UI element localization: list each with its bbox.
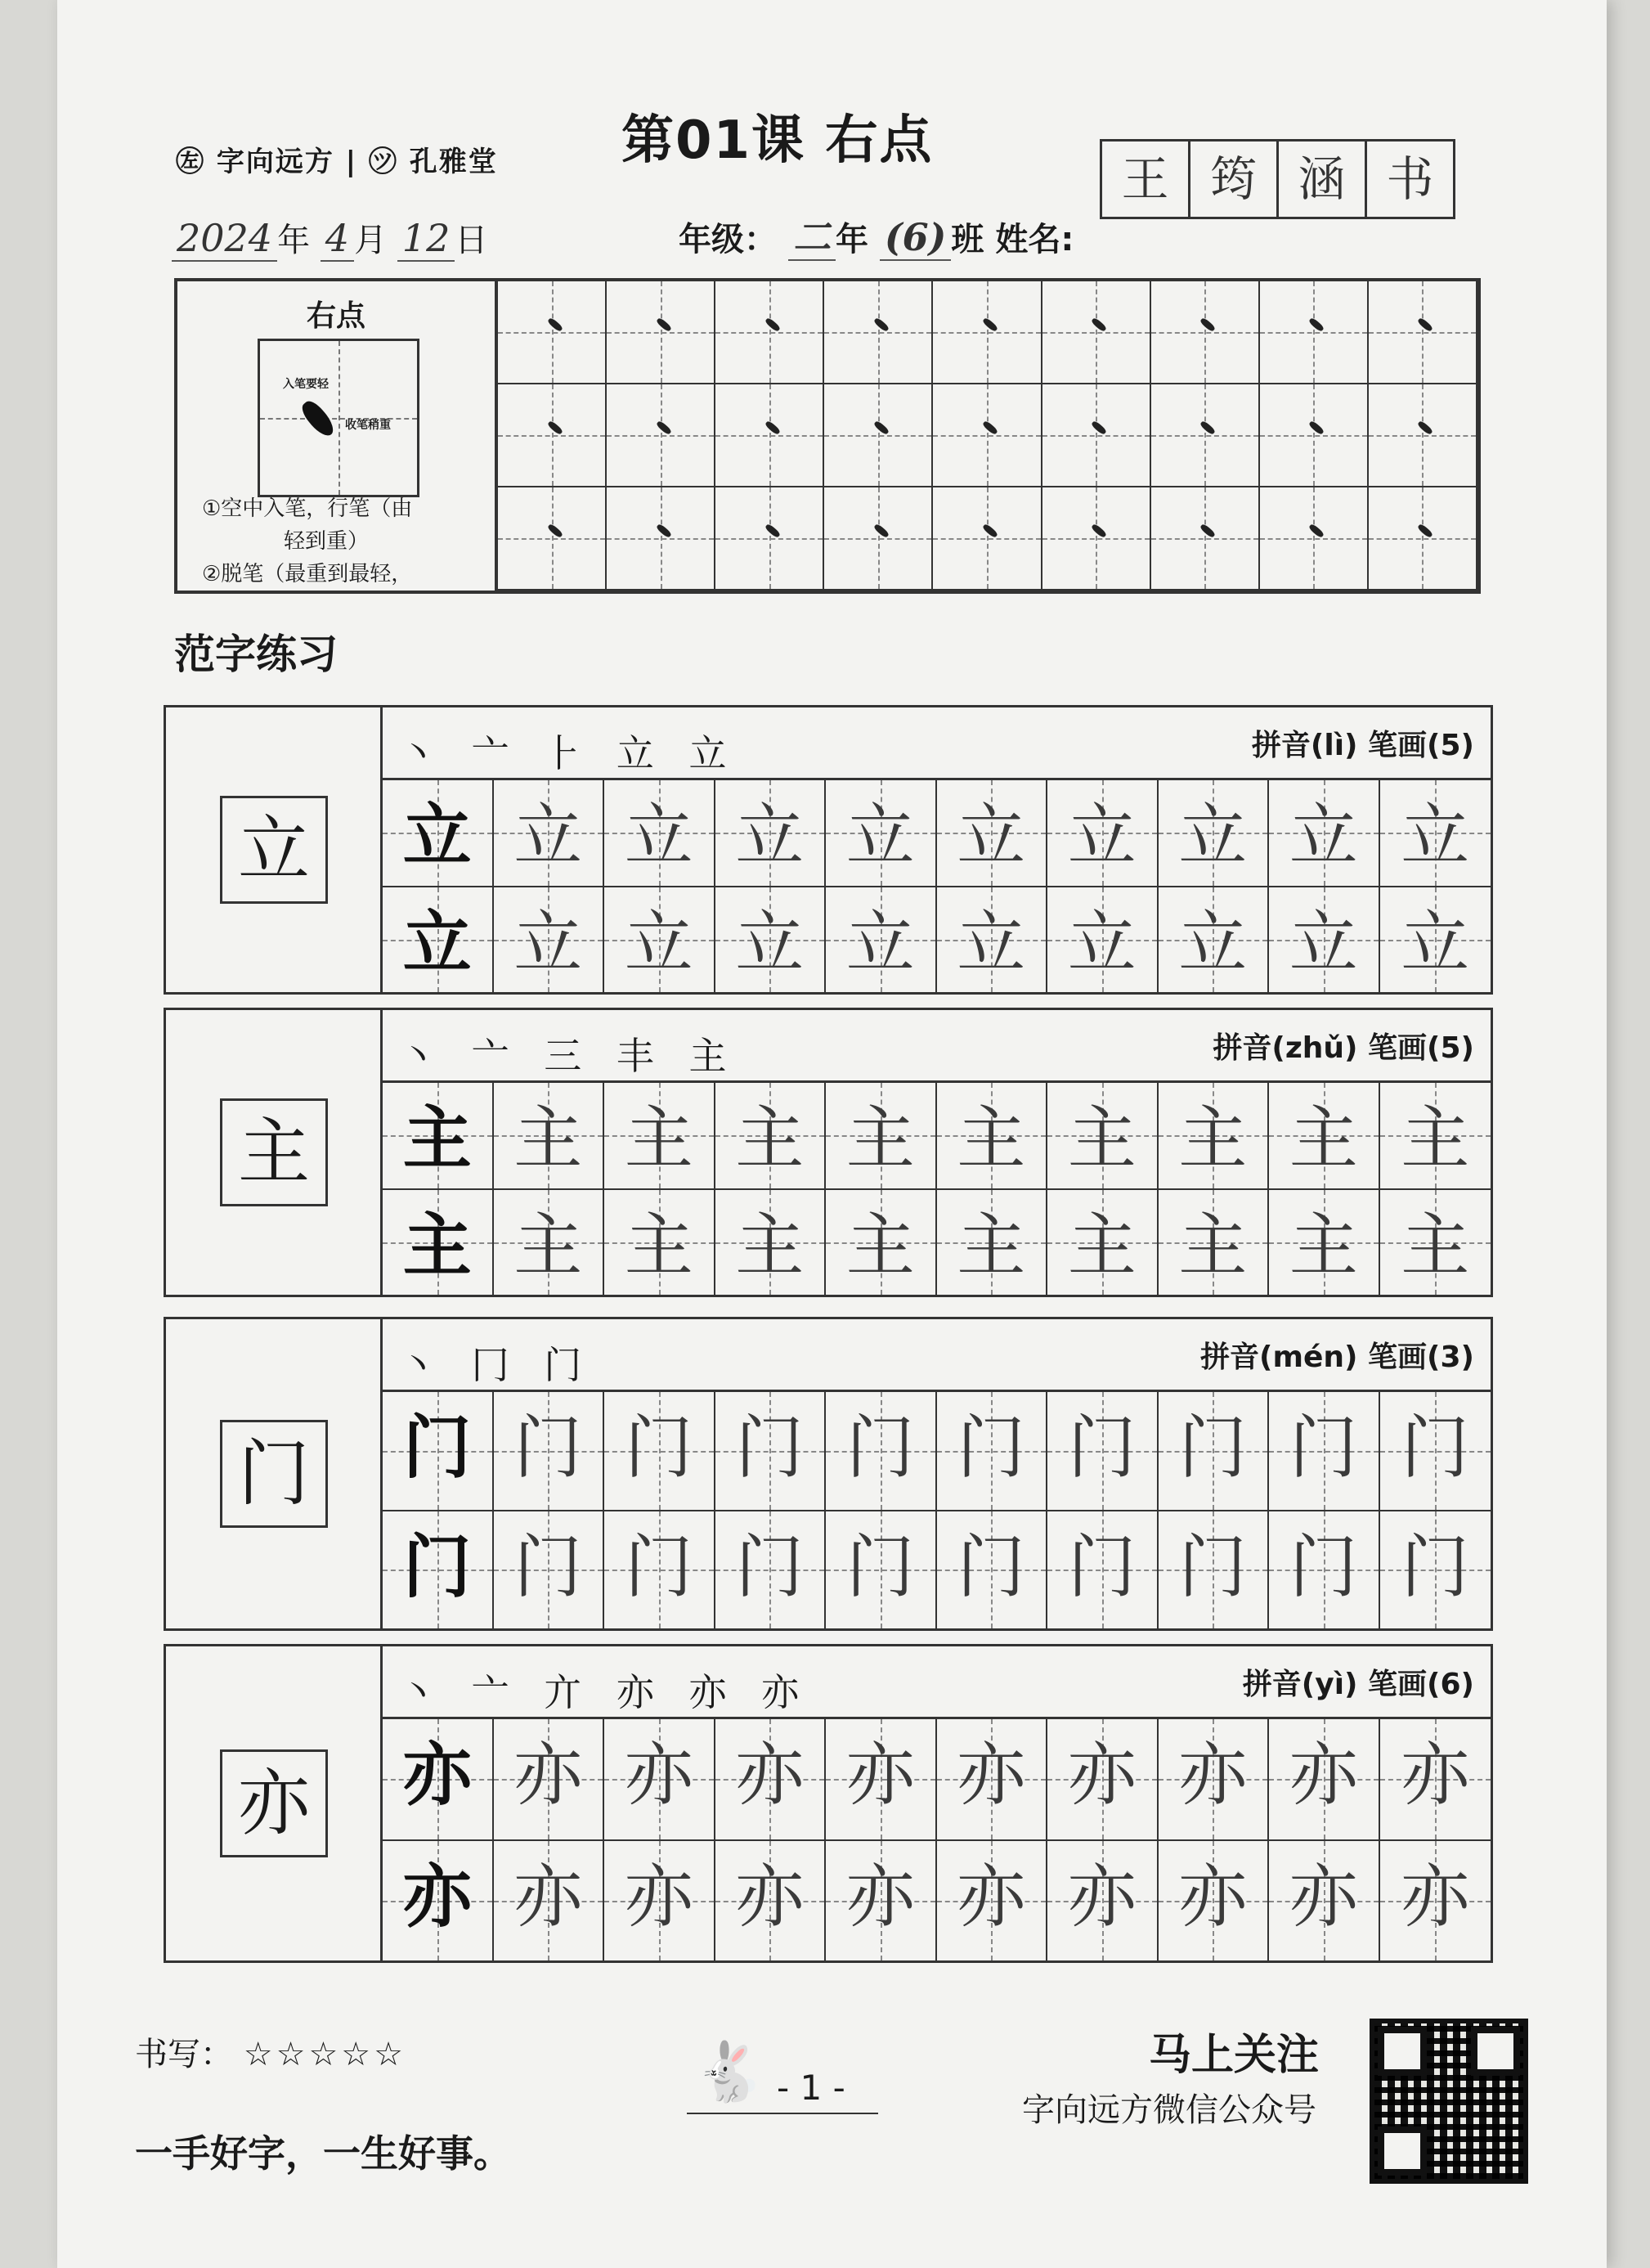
dot-stroke-icon (1308, 523, 1325, 539)
practice-cell[interactable] (604, 1511, 715, 1629)
practice-character: 主 (624, 1205, 693, 1286)
dot-stroke-icon (1199, 420, 1216, 436)
class-row (679, 208, 1074, 262)
practice-cell[interactable] (494, 1083, 605, 1190)
practice-character: 门 (624, 1526, 693, 1607)
dot-stroke-icon (546, 317, 563, 333)
dot-stroke-icon (982, 317, 998, 333)
practice-character: 主 (735, 1098, 805, 1179)
practice-character: 门 (845, 1526, 915, 1607)
practice-cell[interactable] (715, 887, 827, 993)
class-value: (6) (880, 215, 952, 261)
grade-unit: 年 (835, 221, 868, 258)
dot-stroke-icon (1308, 317, 1325, 333)
lesson-title: 第01课 右点 (621, 110, 934, 171)
pinyin-strokes: 拼音(mén) 笔画(3) (1200, 1341, 1474, 1374)
practice-cell[interactable] (715, 1511, 827, 1629)
stroke-grid-cell (1369, 384, 1477, 487)
practice-cell[interactable] (715, 1190, 827, 1296)
practice-character: 亦 (624, 1856, 693, 1937)
practice-character: 主 (624, 1098, 693, 1179)
stroke-grid-cell (1151, 281, 1260, 384)
practice-character: 门 (1401, 1408, 1470, 1488)
practice-cell[interactable] (1380, 1719, 1491, 1841)
practice-cell[interactable] (1159, 1719, 1270, 1841)
practice-character: 亦 (957, 1856, 1026, 1937)
practice-cell[interactable] (604, 1392, 715, 1511)
practice-cell[interactable] (383, 1511, 494, 1629)
practice-character: 主 (1289, 1098, 1358, 1179)
practice-character: 主 (1178, 1098, 1248, 1179)
dot-stroke-icon (655, 317, 671, 333)
practice-cell[interactable] (937, 1511, 1048, 1629)
dot-stroke-icon (546, 420, 563, 436)
practice-character: 主 (513, 1205, 583, 1286)
practice-cell[interactable] (1269, 1841, 1380, 1961)
dot-stroke-icon (1308, 420, 1325, 436)
practice-character: 立 (1178, 902, 1248, 983)
practice-character: 门 (1178, 1408, 1248, 1488)
practice-cell[interactable] (937, 1083, 1048, 1190)
stroke-practice-panel (174, 278, 1481, 594)
practice-cell[interactable] (1380, 780, 1491, 887)
stroke-grid-cell (1260, 281, 1369, 384)
practice-character: 立 (624, 902, 693, 983)
practice-cell[interactable] (604, 1083, 715, 1190)
practice-cell[interactable] (1380, 1190, 1491, 1296)
practice-cell[interactable] (383, 1841, 494, 1961)
dot-stroke-icon (1417, 420, 1433, 436)
practice-cell[interactable] (826, 1719, 937, 1841)
practice-cell[interactable] (1269, 1511, 1380, 1629)
dot-stroke-icon (1199, 523, 1216, 539)
page-number: - 1 - (687, 2068, 878, 2114)
month-unit: 月 (354, 222, 388, 259)
practice-cell[interactable] (937, 1392, 1048, 1511)
practice-character: 亦 (513, 1856, 583, 1937)
year-value: 2024 (172, 216, 277, 262)
practice-cell[interactable] (383, 1083, 494, 1190)
stroke-grid (498, 281, 1477, 591)
stroke-grid-cell (607, 384, 715, 487)
practice-character: 主 (402, 1098, 472, 1179)
practice-cell[interactable] (715, 1083, 827, 1190)
model-character: 立 (220, 796, 328, 904)
practice-cell[interactable] (383, 1392, 494, 1511)
practice-cell[interactable] (1269, 1719, 1380, 1841)
practice-cell[interactable] (715, 1841, 827, 1961)
practice-cell[interactable] (1380, 887, 1491, 993)
practice-cell[interactable] (383, 1190, 494, 1296)
rating-stars[interactable]: ☆☆☆☆☆ (243, 2036, 407, 2073)
follow-text: 马上关注 (1149, 2031, 1320, 2080)
practice-cell[interactable] (1269, 1083, 1380, 1190)
practice-character: 亦 (1178, 1735, 1248, 1815)
practice-cell[interactable] (1269, 887, 1380, 993)
dot-stroke-icon (655, 420, 671, 436)
practice-character: 亦 (1178, 1856, 1248, 1937)
practice-grid (383, 1392, 1491, 1628)
stroke-note-1b: 轻到重） (284, 529, 370, 554)
model-column (166, 1319, 383, 1628)
practice-cell[interactable] (604, 887, 715, 993)
stroke-grid-cell (607, 281, 715, 384)
stroke-grid-cell (1369, 487, 1477, 591)
dot-stroke-icon (764, 420, 781, 436)
dot-stroke-icon (1091, 420, 1107, 436)
practice-character: 亦 (402, 1855, 472, 1937)
section-title: 范字练习 (174, 631, 338, 678)
dot-stroke-icon (1091, 523, 1107, 539)
practice-cell[interactable] (826, 1083, 937, 1190)
practice-character: 门 (1178, 1526, 1248, 1607)
dot-stroke-icon (764, 317, 781, 333)
practice-cell[interactable] (1047, 1841, 1159, 1961)
practice-character: 立 (402, 795, 472, 876)
practice-character: 亦 (1401, 1735, 1470, 1815)
practice-character: 亦 (735, 1735, 805, 1815)
year-unit: 年 (277, 222, 311, 259)
practice-character: 门 (513, 1526, 583, 1607)
practice-cell[interactable] (937, 1719, 1048, 1841)
day-unit: 日 (455, 222, 488, 259)
stroke-order: 丶 亠 亣 亦 亦 亦 (399, 1670, 811, 1714)
practice-character: 主 (1178, 1205, 1248, 1286)
practice-cell[interactable] (1047, 887, 1159, 993)
practice-cell[interactable] (937, 780, 1048, 887)
practice-character: 门 (845, 1408, 915, 1488)
practice-character: 门 (624, 1408, 693, 1488)
day-value: 12 (397, 216, 455, 262)
practice-character: 门 (402, 1407, 472, 1488)
stroke-grid-cell (1042, 384, 1151, 487)
stroke-order: 丶 亠 ⺊ 立 立 (399, 731, 738, 775)
practice-character: 主 (1401, 1098, 1470, 1179)
practice-cell[interactable] (1159, 1511, 1270, 1629)
class-unit: 班 (951, 221, 984, 258)
pinyin-strokes: 拼音(lì) 笔画(5) (1251, 729, 1474, 762)
motto: 一手好字，一生好事。 (135, 2131, 511, 2176)
practice-character: 门 (402, 1525, 472, 1607)
practice-cell[interactable] (826, 1190, 937, 1296)
practice-character: 主 (1289, 1205, 1358, 1286)
dot-stroke-icon (1417, 523, 1433, 539)
practice-cell[interactable] (1380, 1083, 1491, 1190)
practice-cell[interactable] (1159, 780, 1270, 887)
dot-stroke-icon (546, 523, 563, 539)
practice-character: 立 (1401, 902, 1470, 983)
practice-character: 亦 (1289, 1856, 1358, 1937)
practice-cell[interactable] (604, 1719, 715, 1841)
dot-stroke-icon (1199, 317, 1216, 333)
stroke-grid-cell (824, 487, 933, 591)
dot-stroke-icon (1091, 317, 1107, 333)
dot-stroke-icon (764, 523, 781, 539)
practice-character: 立 (513, 796, 583, 876)
end-label: 收笔稍重 (345, 419, 391, 432)
stroke-grid-cell (933, 487, 1042, 591)
grade-label: 年级： (679, 221, 777, 258)
practice-character: 主 (845, 1205, 915, 1286)
practice-cell[interactable] (604, 1190, 715, 1296)
practice-character: 门 (1289, 1408, 1358, 1488)
practice-cell[interactable] (604, 780, 715, 887)
practice-cell[interactable] (1159, 1083, 1270, 1190)
qr-code-icon (1370, 2019, 1528, 2184)
stroke-grid-cell (715, 384, 824, 487)
stroke-grid-cell (1151, 487, 1260, 591)
character-block (164, 1644, 1493, 1963)
month-value: 4 (321, 216, 354, 262)
model-column (166, 707, 383, 992)
practice-character: 主 (1401, 1205, 1470, 1286)
practice-cell[interactable] (1159, 1190, 1270, 1296)
name-label: 姓名: (995, 221, 1074, 258)
practice-character: 主 (957, 1205, 1026, 1286)
practice-character: 亦 (957, 1735, 1026, 1815)
name-char: 涵 (1279, 141, 1367, 217)
practice-character: 主 (402, 1204, 472, 1286)
model-character: 门 (220, 1420, 328, 1528)
practice-cell[interactable] (826, 1841, 937, 1961)
practice-grid (383, 1083, 1491, 1295)
practice-character: 主 (735, 1205, 805, 1286)
practice-cell[interactable] (383, 887, 494, 993)
date-row (172, 214, 487, 261)
practice-character: 立 (845, 902, 915, 983)
dot-stroke-icon (873, 523, 890, 539)
character-block (164, 1317, 1493, 1631)
stroke-grid-cell (498, 384, 607, 487)
stroke-note-1: ①空中入笔，行笔（由 (202, 496, 413, 521)
practice-character: 门 (1401, 1526, 1470, 1607)
practice-cell[interactable] (1380, 1392, 1491, 1511)
practice-character: 立 (735, 796, 805, 876)
practice-character: 立 (1289, 902, 1358, 983)
practice-character: 立 (1401, 796, 1470, 876)
practice-character: 立 (513, 902, 583, 983)
practice-character: 主 (1067, 1205, 1137, 1286)
stroke-grid-cell (1042, 281, 1151, 384)
stroke-grid-cell (715, 281, 824, 384)
practice-cell[interactable] (715, 1719, 827, 1841)
practice-cell[interactable] (494, 1511, 605, 1629)
practice-cell[interactable] (826, 1511, 937, 1629)
practice-cell[interactable] (826, 887, 937, 993)
practice-cell[interactable] (1159, 1392, 1270, 1511)
stroke-grid-cell (824, 384, 933, 487)
practice-character: 亦 (1067, 1856, 1137, 1937)
practice-cell[interactable] (383, 780, 494, 887)
practice-cell[interactable] (604, 1841, 715, 1961)
practice-cell[interactable] (383, 1719, 494, 1841)
rabbit-icon: 🐇 (693, 2038, 765, 2105)
practice-cell[interactable] (494, 1190, 605, 1296)
dot-stroke-icon (873, 317, 890, 333)
practice-character: 立 (1067, 902, 1137, 983)
practice-character: 立 (1289, 796, 1358, 876)
practice-cell[interactable] (1047, 1083, 1159, 1190)
practice-character: 立 (957, 796, 1026, 876)
practice-character: 门 (957, 1408, 1026, 1488)
practice-cell[interactable] (1047, 1719, 1159, 1841)
stroke-grid-cell (824, 281, 933, 384)
stroke-heading: 右点 (306, 299, 365, 333)
name-char: 王 (1102, 141, 1190, 217)
character-block (164, 705, 1493, 995)
practice-character: 立 (845, 796, 915, 876)
writing-rating (135, 2028, 406, 2075)
name-char: 书 (1386, 151, 1434, 207)
dot-stroke-icon (655, 523, 671, 539)
stroke-grid-cell (1369, 281, 1477, 384)
practice-cell[interactable] (1380, 1511, 1491, 1629)
stroke-grid-cell (498, 281, 607, 384)
practice-cell[interactable] (937, 1841, 1048, 1961)
stroke-note-2: ②脱笔（最重到最轻， (202, 562, 413, 586)
practice-character: 立 (1067, 796, 1137, 876)
stroke-grid-cell (1042, 487, 1151, 591)
stroke-demo (177, 281, 498, 591)
stroke-grid-cell (1260, 384, 1369, 487)
character-block (164, 1008, 1493, 1297)
practice-character: 亦 (1401, 1856, 1470, 1937)
stroke-grid-cell (933, 384, 1042, 487)
stroke-order: 丶 冂 门 (399, 1343, 594, 1387)
practice-cell[interactable] (715, 780, 827, 887)
practice-character: 亦 (1067, 1735, 1137, 1815)
practice-character: 立 (402, 901, 472, 983)
practice-cell[interactable] (826, 780, 937, 887)
practice-cell[interactable] (1269, 780, 1380, 887)
practice-cell[interactable] (1159, 887, 1270, 993)
brand-logo: ㊧ 字向远方 | ㋡ 孔雅堂 (176, 146, 498, 178)
stroke-grid-cell (1151, 384, 1260, 487)
practice-character: 门 (513, 1408, 583, 1488)
stroke-grid-cell (498, 487, 607, 591)
practice-character: 立 (624, 796, 693, 876)
model-column (166, 1646, 383, 1960)
practice-character: 亦 (513, 1735, 583, 1815)
start-label: 入笔要轻 (283, 378, 329, 391)
practice-character: 主 (957, 1098, 1026, 1179)
practice-character: 立 (735, 902, 805, 983)
practice-character: 门 (1067, 1526, 1137, 1607)
practice-cell[interactable] (494, 1841, 605, 1961)
practice-character: 主 (1067, 1098, 1137, 1179)
practice-grid (383, 780, 1491, 992)
model-column (166, 1010, 383, 1295)
stroke-order: 丶 亠 三 丰 主 (399, 1034, 738, 1078)
practice-grid (383, 1719, 1491, 1960)
practice-character: 亦 (402, 1734, 472, 1815)
stroke-grid-cell (607, 487, 715, 591)
dot-stroke-icon (982, 420, 998, 436)
practice-cell[interactable] (1380, 1841, 1491, 1961)
name-boxes (1100, 139, 1455, 219)
practice-character: 立 (957, 902, 1026, 983)
model-character: 主 (220, 1098, 328, 1206)
practice-cell[interactable] (1047, 780, 1159, 887)
practice-character: 门 (1067, 1408, 1137, 1488)
pinyin-strokes: 拼音(zhǔ) 笔画(5) (1213, 1031, 1474, 1065)
practice-character: 亦 (1289, 1735, 1358, 1815)
practice-cell[interactable] (826, 1392, 937, 1511)
practice-cell[interactable] (937, 1190, 1048, 1296)
writing-label: 书写： (135, 2036, 233, 2073)
stroke-grid-cell (933, 281, 1042, 384)
practice-character: 亦 (845, 1735, 915, 1815)
stroke-grid-cell (715, 487, 824, 591)
wechat-text: 字向远方微信公众号 (1022, 2091, 1316, 2129)
practice-cell[interactable] (715, 1392, 827, 1511)
practice-character: 亦 (624, 1735, 693, 1815)
practice-cell[interactable] (494, 887, 605, 993)
practice-cell[interactable] (1159, 1841, 1270, 1961)
practice-cell[interactable] (1047, 1392, 1159, 1511)
stroke-grid-cell (1260, 487, 1369, 591)
name-char: 筠 (1190, 141, 1279, 217)
dot-stroke-icon (982, 523, 998, 539)
dot-stroke-icon (1417, 317, 1433, 333)
practice-cell[interactable] (494, 1719, 605, 1841)
practice-character: 立 (1178, 796, 1248, 876)
practice-character: 门 (735, 1408, 805, 1488)
stroke-demo-box (258, 339, 419, 497)
practice-cell[interactable] (1269, 1392, 1380, 1511)
practice-cell[interactable] (494, 1392, 605, 1511)
practice-character: 门 (957, 1526, 1026, 1607)
practice-character: 门 (735, 1526, 805, 1607)
practice-cell[interactable] (1269, 1190, 1380, 1296)
practice-character: 门 (1289, 1526, 1358, 1607)
pinyin-strokes: 拼音(yì) 笔画(6) (1242, 1668, 1474, 1701)
practice-character: 亦 (735, 1856, 805, 1937)
practice-character: 主 (513, 1098, 583, 1179)
practice-cell[interactable] (1047, 1190, 1159, 1296)
practice-character: 主 (845, 1098, 915, 1179)
practice-cell[interactable] (494, 780, 605, 887)
practice-character: 亦 (845, 1856, 915, 1937)
practice-cell[interactable] (937, 887, 1048, 993)
dot-stroke-icon (873, 420, 890, 436)
grade-value: 二 (788, 215, 836, 261)
model-character: 亦 (220, 1749, 328, 1857)
practice-cell[interactable] (1047, 1511, 1159, 1629)
